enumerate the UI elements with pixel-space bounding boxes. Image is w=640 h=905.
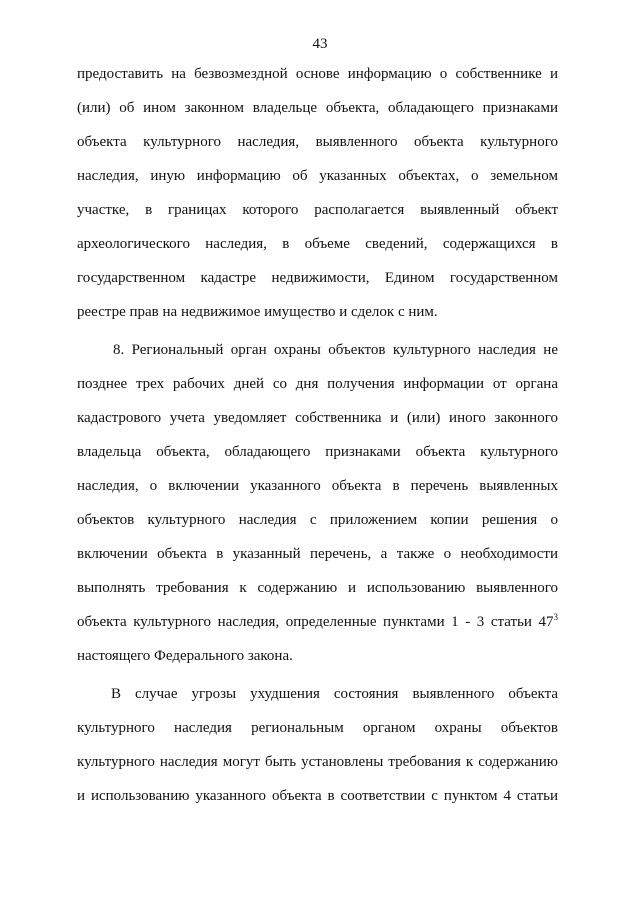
text-line: государственном кадастре недвижимости, Едином государственном: [77, 270, 558, 286]
paragraph-1: [77, 64, 558, 336]
page-number: 43: [312, 36, 328, 52]
superscript: 3: [553, 612, 558, 622]
text-line: (или) об ином законном владельце объекта, обладающего признаками: [77, 100, 558, 116]
text-line: В случае угрозы ухудшения состояния выявленного объекта: [111, 686, 558, 702]
text-line: участке, в границах которого располагается выявленный объект: [77, 202, 558, 218]
text-line: объекта культурного наследия, выявленного объекта культурного: [77, 134, 558, 150]
text-line: включении объекта в указанный перечень, а также о необходимости: [77, 546, 558, 562]
text-line: 8. Региональный орган охраны объектов культурного наследия не: [113, 342, 558, 358]
text-line: предоставить на безвозмездной основе информацию о собственнике и: [77, 66, 558, 82]
text-line: наследия, иную информацию об указанных объектах, о земельном: [77, 168, 558, 184]
text-line: объектов культурного наследия с приложением копии решения о: [77, 512, 558, 528]
text-line: наследия, о включении указанного объекта в перечень выявленных: [77, 478, 558, 494]
text-line: настоящего Федерального закона.: [77, 648, 293, 664]
text-line: археологического наследия, в объеме сведений, содержащихся в: [77, 236, 558, 252]
text-line: культурного наследия региональным органом охраны объектов: [77, 720, 558, 736]
text-line: кадастрового учета уведомляет собственника и (или) иного законного: [77, 410, 558, 426]
paragraph-2: [77, 340, 558, 680]
text-line: выполнять требования к содержанию и использованию выявленного: [77, 580, 558, 596]
text-line: реестре прав на недвижимое имущество и сделок с ним.: [77, 304, 438, 320]
text-line: культурного наследия могут быть установлены требования к содержанию: [77, 754, 558, 770]
text-line-content: объекта культурного наследия, определенные пунктами 1 - 3 статьи 47: [77, 614, 554, 630]
text-line: владельца объекта, обладающего признаками объекта культурного: [77, 444, 558, 460]
paragraph-3: [77, 684, 558, 820]
text-line: [77, 612, 558, 646]
text-line: позднее трех рабочих дней со дня получения информации от органа: [77, 376, 558, 392]
text-line: и использованию указанного объекта в соответствии с пунктом 4 статьи: [77, 788, 558, 804]
